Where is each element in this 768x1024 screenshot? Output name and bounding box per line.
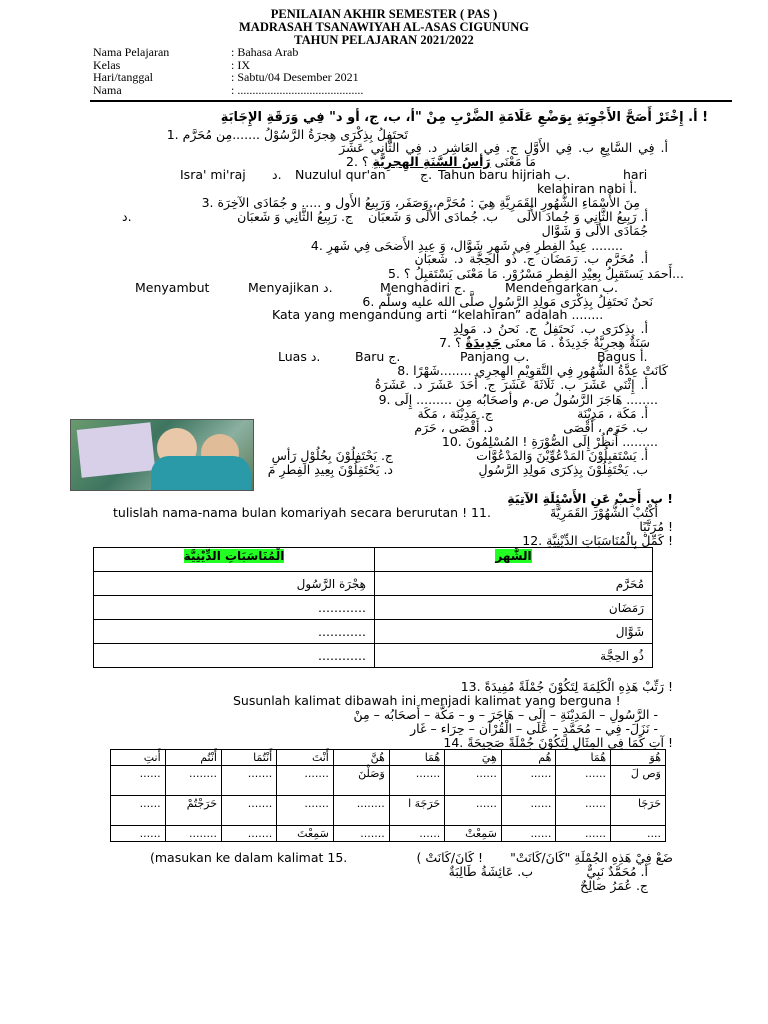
- q6-latin: Kata yang mengandung arti “kelahiran” adalah ........: [272, 307, 604, 322]
- q11-latin: tulislah nama-nama bulan komariyah secara berurutan ! 11.: [113, 505, 491, 520]
- q9-option-d: د. أَقْصَى ، حَرَم: [414, 420, 493, 435]
- q9-option-b: ب. حَرَم ، أَقْصَى: [563, 420, 648, 435]
- q15-arabic: ! كَانَ/كَانَتْ ): [416, 850, 483, 865]
- q6-options: أ. بِذِكرَى ب. نَحتَفِلُ ج. نَحنُ د. مَولِدِ: [453, 321, 648, 336]
- section-a-instruction: ! أ. إِخْتَرْ أَصَحَّ الأَجْوِبَةِ بِوَضْعِ عَلَامَةِ الضَّرْبِ مِنْ "أ، ب، ج، أو د" فِي وَرَقَةِ الإِجَابَةِ: [220, 110, 708, 125]
- q8-options: أ. إِثْنَي عَشَرَ ب. ثَلَاثَةَ عَشَرَ ج. أَحَدَ عَشَرَ د. عَشَرَةُ: [374, 377, 648, 392]
- table14-cell: .......: [277, 796, 334, 826]
- celebration-photo: [70, 419, 254, 491]
- q7-stem-b: ؟ .7: [439, 335, 466, 350]
- q7-stem: [439, 335, 650, 350]
- table14-cell: ........: [333, 796, 389, 826]
- table12-event-2: …………: [94, 596, 375, 620]
- q15-latin: (masukan ke dalam kalimat 15.: [150, 850, 348, 865]
- table12-header-month: [375, 548, 653, 572]
- q15-option-b: ب. عَائِشَةُ طَالِبَةٌ: [448, 864, 533, 879]
- q11-continued: ! مُرَتَّبًا: [639, 519, 673, 534]
- table12-month-2: رَمَضَان: [375, 596, 653, 620]
- q10-option-b: ب. يَحْتَفِلُوْنَ بِذِكرَى مَولِدِ الرَّسُولِ: [478, 462, 648, 477]
- q10-stem: ......... أُنظُرْ إِلَى الصُّوْرَةِ ! المُسْلِمُونَ .10: [441, 434, 658, 449]
- table14-cell: .......: [333, 826, 389, 842]
- table14-cell: ......: [111, 766, 166, 796]
- photo-sign: [77, 422, 156, 477]
- table14-header-cell: هُمَا: [389, 750, 444, 766]
- header-divider: [90, 100, 732, 102]
- q7-option-a-mark: أ.: [640, 349, 648, 364]
- table14-cell: ......: [111, 826, 166, 842]
- q13-instruction: ! رَتِّبْ هَذِهِ الْكَلِمَةَ لِتَكُوْنَ جُمْلَةً مُفِيدَةً .13: [460, 679, 673, 694]
- identity-label-subject: Nama Pelajaran: [93, 45, 170, 59]
- q5-option-b: Menyajikan د.: [248, 280, 333, 295]
- q10-option-c: ج. يَحْتَفِلُوْنَ بِحُلُوْلِ رَأسِ: [271, 448, 393, 463]
- q4-stem: ........ عِيدُ الفِطرِ فِي شَهرِ شَوَّال، وَ عِيدِ الأَضحَى فِي شَهرِ .4: [310, 238, 623, 253]
- table14-header-cell: أَنْتُم: [165, 750, 221, 766]
- table14-cell: .......: [277, 766, 334, 796]
- q7-stem-a: سَنَةٌ هِجرِيَّةٌ جَدِيدَةٌ . مَا معنَى: [501, 335, 650, 350]
- table12-header-month-text: الشَّهر: [495, 549, 532, 563]
- table14-cell: .......: [222, 796, 277, 826]
- q5-option-c: Menghadiri ج.: [380, 280, 466, 295]
- q10-option-d: د. يَحْتَفِلُوْنَ بِعِيدِ الفِطرِ مَ: [267, 462, 393, 477]
- q9-option-c: ج. مَدِيْنَة ، مَكَة: [417, 406, 493, 421]
- header-line-3: TAHUN PELAJARAN 2021/2022: [294, 33, 474, 47]
- identity-label-date: Hari/tanggal: [93, 70, 153, 84]
- q2-option-a-label: hari: [623, 167, 648, 182]
- identity-label-class: Kelas: [93, 58, 121, 72]
- table14-header-cell: أَنتِ: [111, 750, 166, 766]
- q7-option-b: Panjang ب.: [460, 349, 530, 364]
- table14-header-cell: هُم: [501, 750, 556, 766]
- q13-words-1: - الرَّسُولِ – المَدِيْنَةِ – إِلَى – هَاجَرَ – و – مَكَّة – أَصحَابُه – مِنْ: [353, 707, 658, 722]
- table-months-events: [93, 547, 653, 668]
- identity-value-subject: : Bahasa Arab: [231, 45, 299, 59]
- q3-option-a: أ. رَبِيعُ الثَّانِي وَ جُمادَ الأُلَى: [516, 209, 648, 224]
- table14-cell: ....: [611, 826, 666, 842]
- table12-month-3: شَوَّال: [375, 620, 653, 644]
- table14-cell: ......: [501, 766, 556, 796]
- q15-option-a: أ. مُحَمَّدٌ نَبِيٌّ: [586, 864, 648, 879]
- q12-instruction: ! كَمِّلْ بِالْمُنَاسَبَاتِ الدِّيْنِيَّةِ .12: [522, 533, 673, 548]
- q2-option-d-mark: د.: [272, 167, 282, 182]
- table14-cell: ......: [501, 796, 556, 826]
- q15-instruction: ضَعْ فِيْ هَذِهِ الجُمْلَةِ "كَانَ/كَانَتْ": [510, 850, 673, 865]
- table12-event-1: هِجْرَة الرَّسُول: [94, 572, 375, 596]
- table14-cell: ......: [501, 826, 556, 842]
- table14-header-cell: أَنْتُمَا: [222, 750, 277, 766]
- q3-stem: مِنَ الأَسْمَاءِ الشُّهُورِ القَمَرِيَّةِ هِيَ : مُحَرَّم، وَصَفَر، وَرَبِيعُ الأَول و ..... و جُمَادَى الآخِرَة .3: [201, 195, 640, 210]
- table14-cell: ......: [556, 796, 611, 826]
- table12-month-1: مُحَرَّم: [375, 572, 653, 596]
- table14-cell: .......: [222, 766, 277, 796]
- photo-scarf: [151, 456, 251, 491]
- header-line-1: PENILAIAN AKHIR SEMESTER ( PAS ): [270, 7, 498, 21]
- q2-key-phrase: رَأسُ السَّنَةِ الهِجرِيَّةِ: [372, 154, 491, 169]
- q9-stem: ........ هَاجَرَ الرَّسُولُ ص.م وأصحَابُه مِن ......... إِلَى .9: [378, 392, 658, 407]
- table14-cell: سَمِعْتَ: [277, 826, 334, 842]
- q2-option-b: Tahun baru hijriah ب.: [438, 167, 571, 182]
- table14-cell: ......: [556, 826, 611, 842]
- q10-option-a: أ. يَسْتَقبِلُوْنَ المَدْعُوِّيْنَ وَالمَدْعُوَّات: [476, 448, 648, 463]
- q2-option-c-mark: ج.: [420, 167, 433, 182]
- q7-key-word: جَدِيدَةٌ: [465, 335, 502, 350]
- q6-stem: نَحنُ نَحتَفِلُ بِذِكْرَى مَولِدِ الرَّسُولِ صلَّى الله عليه وسلّم .6: [362, 294, 653, 309]
- q3-option-d: جُمَادَى الأُلَى وَ شَوَّال: [541, 223, 648, 238]
- q7-option-c: Baru ج.: [355, 349, 401, 364]
- table14-cell: ......: [389, 826, 444, 842]
- table14-cell: ........: [165, 826, 221, 842]
- table14-cell: وَصَلْنَ: [333, 766, 389, 796]
- q7-option-a: Bagus: [597, 349, 636, 364]
- table14-cell: ......: [445, 766, 502, 796]
- table14-cell: حَرَجْتُمْ: [165, 796, 221, 826]
- table14-cell: .......: [222, 826, 277, 842]
- table14-header-cell: هُنَّ: [333, 750, 389, 766]
- table14-cell: ......: [111, 796, 166, 826]
- q15-option-c: ج. عُمَرُ صَالِحٌ: [580, 878, 648, 893]
- q2-stem-b: ؟ .2: [346, 154, 373, 169]
- header-line-2: MADRASAH TSANAWIYAH AL-ASAS CIGUNUNG: [239, 20, 529, 34]
- q2-option-a: kelahiran nabi أ.: [537, 181, 638, 196]
- table14-header-cell: هُوَ: [611, 750, 666, 766]
- q1-stem: تَحتَفِلُ بِذِكْرَى هِجرَةُ الرَّسُوْلُ .......مِن مُحَرَّم .1: [166, 127, 408, 142]
- q2-stem-a: مَا مَعْنَى: [490, 154, 536, 169]
- q13-latin: Susunlah kalimat dibawah ini menjadi kalimat yang berguna !: [233, 693, 621, 708]
- q4-options: أ. مُحَرَّم ب. رَمَضَان ج. ذُو الحِجَّة د. شَعبَان: [414, 251, 648, 266]
- q3-option-d-mark: د.: [122, 209, 132, 224]
- identity-value-date: : Sabtu/04 Desember 2021: [231, 70, 359, 84]
- table12-header-event-text: الْمُنَاسَبَاتِ الدِّيْنِيَّة: [183, 549, 285, 563]
- q2-option-c: Isra' mi'raj: [180, 167, 246, 182]
- table12-month-4: ذُو الحِجَّة: [375, 644, 653, 668]
- table14-header-cell: هِيَ: [445, 750, 502, 766]
- table14-cell: ........: [165, 766, 221, 796]
- q7-option-d: Luas د.: [278, 349, 321, 364]
- table14-cell: سَمِعْتْ: [445, 826, 502, 842]
- q13-words-2: - نَزَلَ- فِي – مُحَمَّدٍ – عَلَى – الْقُرْآن – حِرَاء – غَار: [410, 721, 658, 736]
- table14-cell: ......: [556, 766, 611, 796]
- table14-cell: حَرَجَهَ ا: [389, 796, 444, 826]
- table14-cell: حَرَجَا: [611, 796, 666, 826]
- table14-header-cell: هُمَا: [556, 750, 611, 766]
- q8-stem: كَانَتْ عِدَّةُ الشُّهُورِ فِي التَّقوِيْمِ الهِجرِي ........شَهْرًا .8: [397, 363, 668, 378]
- section-b-heading: ! ب. أَجِبْ عَنِ الأَسْئِلَةِ الآتِيَةِ: [507, 491, 673, 506]
- q1-options: أ. فِي السَّابِعِ ب. فِي الأَوَّلِ ج. فِي العَاشِر د. فِي الثَّانِي عَشَرَ: [339, 140, 668, 155]
- table12-event-4: …………: [94, 644, 375, 668]
- q9-option-a: أ. مَكَة ، مَدِيْنَة: [577, 406, 648, 421]
- q5-option-d: Mendengarkan ب.: [505, 280, 619, 295]
- table14-header-cell: أَنْتَ: [277, 750, 334, 766]
- identity-label-name: Nama: [93, 83, 122, 97]
- table12-event-3: …………: [94, 620, 375, 644]
- q5-option-a: Menyambut: [135, 280, 210, 295]
- table-conjugation: [110, 749, 666, 842]
- q11-arabic: أُكْتُبْ الشُّهُوْرَ القَمَرِيَّةَ: [549, 505, 658, 520]
- identity-value-class: : IX: [231, 58, 250, 72]
- table14-cell: .......: [389, 766, 444, 796]
- q3-option-b: ب. جُمادَى الأُلَى وَ شَعبَان: [368, 209, 498, 224]
- q2-option-d: Nuzulul qur'an: [295, 167, 386, 182]
- q3-option-c: ج. رَبِيعُ الثَّانِي وَ شَعبَان: [237, 209, 353, 224]
- q14-instruction: ! آتِ كَمَا فِي المِثَالِ لِتَكُوْنَ جُمْلَةً صَحِيحَةً .14: [443, 735, 673, 750]
- q5-stem: ...أَحمَد يَستَقبِلُ بِعِيْدِ الفِطرِ مَسْرُوْر. مَا مَعْنَى يَسْتَقبِلُ ؟ .5: [388, 266, 684, 281]
- table12-header-event: [94, 548, 375, 572]
- table14-cell: وَص لَ: [611, 766, 666, 796]
- table14-cell: ......: [445, 796, 502, 826]
- identity-value-name: : ..........................................: [231, 83, 364, 97]
